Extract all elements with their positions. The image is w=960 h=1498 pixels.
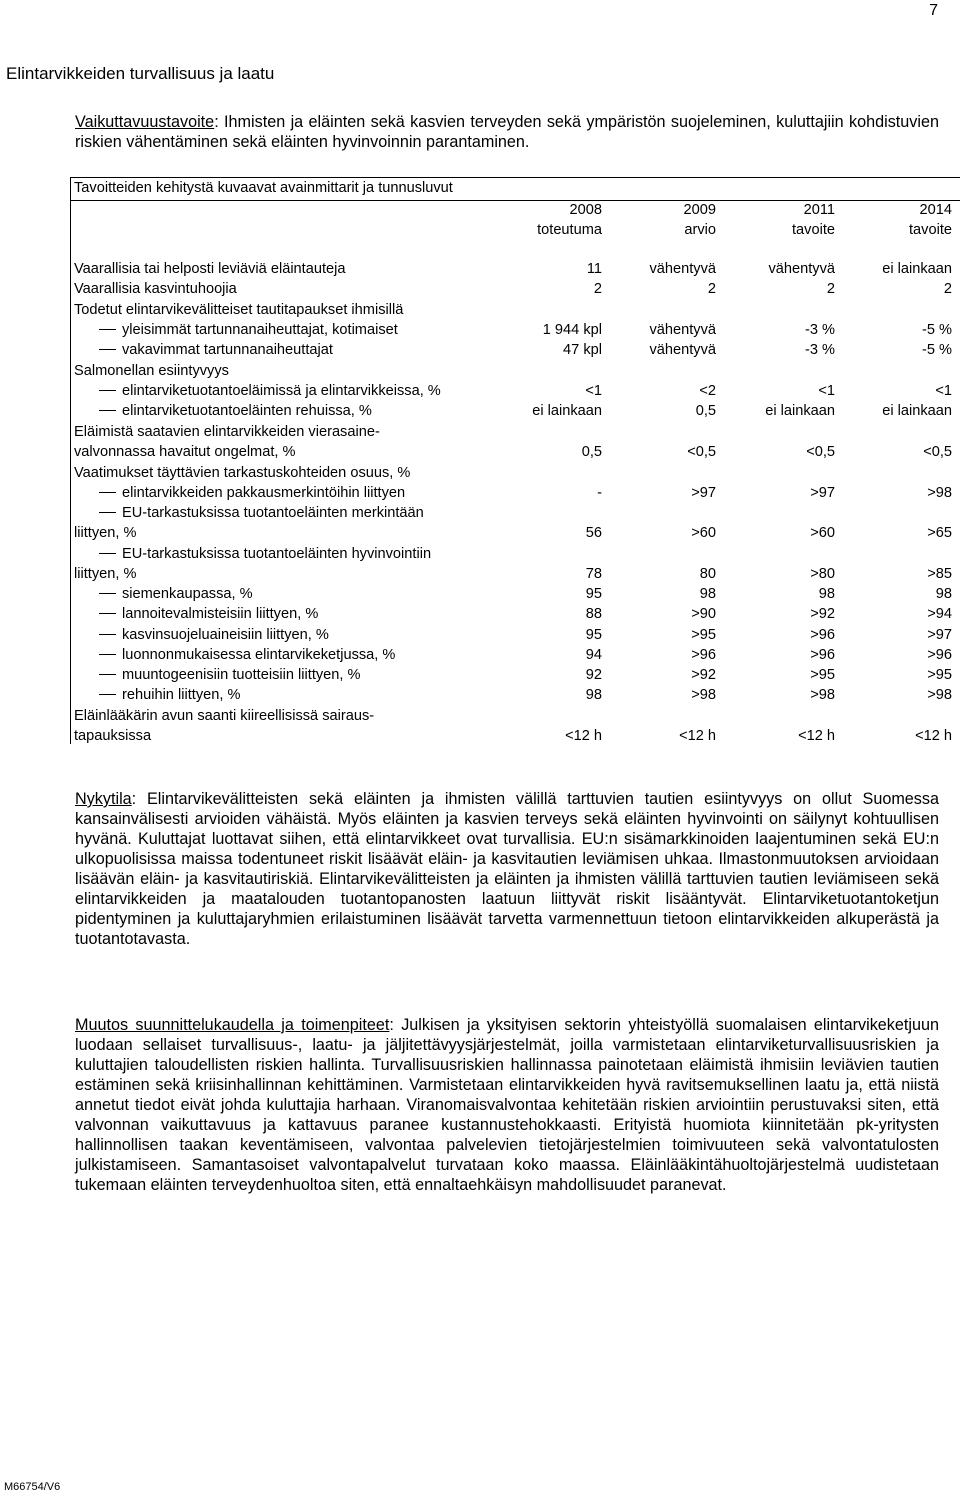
table-cell: 98 (935, 586, 952, 602)
row-label (99, 604, 318, 624)
table-row (74, 483, 960, 503)
table-cell: 88 (585, 606, 602, 622)
column-subtitle: toteutuma (537, 222, 602, 238)
column-subtitle: tavoite (909, 222, 952, 238)
row-label (74, 564, 136, 584)
table-cell: >96 (691, 647, 716, 663)
table-cell: 2 (707, 281, 716, 297)
table-row (74, 625, 960, 645)
table-cell: - (597, 485, 602, 501)
table-cell: -5 % (921, 342, 952, 358)
row-label-text: lannoitevalmisteisiin liittyen, % (122, 606, 319, 622)
row-label (74, 300, 403, 320)
table-row (74, 685, 960, 705)
table-cell: 11 (586, 261, 602, 277)
table-cell: >85 (927, 566, 952, 582)
dash-bullet-icon (99, 613, 116, 614)
table-cell: >65 (927, 525, 952, 541)
column-year: 2011 (803, 202, 835, 218)
row-label (99, 381, 441, 401)
row-label-text: Eläimistä saatavien elintarvikkeiden vierasaine- (74, 424, 380, 440)
row-label-text: Vaarallisia tai helposti leviäviä eläintauteja (74, 261, 346, 277)
impact-goal-label: Vaikuttavuustavoite (75, 113, 215, 131)
row-label (99, 685, 240, 705)
dash-bullet-icon (99, 492, 116, 493)
table-row (74, 604, 960, 624)
section-title: Elintarvikkeiden turvallisuus ja laatu (6, 64, 275, 83)
row-label-text: EU-tarkastuksissa tuotantoeläinten hyvinvointiin (122, 546, 432, 562)
table-row (74, 279, 960, 299)
table-cell: >97 (691, 485, 716, 501)
row-label (99, 665, 361, 685)
row-label-text: Vaarallisia kasvintuhoojia (74, 281, 237, 297)
table-cell: >80 (810, 566, 835, 582)
dash-bullet-icon (99, 390, 116, 391)
row-label-text: elintarviketuotantoeläimissä ja elintarvikkeissa, % (122, 383, 441, 399)
table-cell: -3 % (804, 342, 835, 358)
table-cell: <12 h (565, 728, 602, 744)
table-caption: Tavoitteiden kehitystä kuvaavat avainmittarit ja tunnusluvut (74, 180, 453, 196)
row-label (99, 645, 395, 665)
table-cell: <1 (818, 383, 835, 399)
row-label-text: kasvinsuojeluaineisiin liittyen, % (122, 627, 329, 643)
dash-bullet-icon (99, 674, 116, 675)
row-label (74, 422, 380, 442)
table-cell: >95 (691, 627, 716, 643)
indicator-table (70, 177, 960, 744)
column-year: 2008 (569, 202, 602, 218)
table-cell: >96 (810, 627, 835, 643)
table-cell: 56 (585, 525, 602, 541)
table-cell: 47 kpl (563, 342, 602, 358)
table-cell: >98 (691, 687, 716, 703)
current-state-paragraph (75, 789, 939, 949)
row-label (99, 625, 329, 645)
current-state-label: Nykytila (75, 790, 132, 808)
column-year: 2009 (683, 202, 716, 218)
table-cell: <1 (585, 383, 602, 399)
row-label (74, 442, 295, 462)
table-cell: <0,5 (806, 444, 835, 460)
table-row (74, 463, 960, 483)
table-row (74, 726, 960, 746)
table-cell: >98 (927, 485, 952, 501)
table-cell: >97 (927, 627, 952, 643)
table-cell: >90 (691, 606, 716, 622)
table-cell: 0,5 (695, 403, 716, 419)
row-label (99, 401, 372, 421)
table-cell: <12 h (798, 728, 835, 744)
table-cell: -3 % (804, 322, 835, 338)
table-row (74, 564, 960, 584)
table-cell: 98 (585, 687, 602, 703)
row-label-text: elintarvikkeiden pakkausmerkintöihin liittyen (122, 485, 406, 501)
row-label (99, 544, 431, 564)
dash-bullet-icon (99, 329, 116, 330)
table-cell: >92 (691, 667, 716, 683)
row-label-text: vakavimmat tartunnanaiheuttajat (122, 342, 333, 358)
table-cell: <0,5 (687, 444, 716, 460)
row-label (99, 584, 253, 604)
row-label-text: Todetut elintarvikevälitteiset tautitapaukset ihmisillä (74, 302, 404, 318)
column-header-2009 (684, 200, 716, 240)
table-cell: 95 (585, 627, 602, 643)
table-row (74, 340, 960, 360)
row-label (74, 523, 136, 543)
row-label (99, 483, 405, 503)
change-measures-paragraph (75, 1015, 939, 1195)
table-cell: 80 (699, 566, 716, 582)
table-cell: vähentyvä (649, 261, 716, 277)
row-label (74, 706, 374, 726)
row-label-text: tapauksissa (74, 728, 152, 744)
table-row (74, 442, 960, 462)
row-label-text: luonnonmukaisessa elintarvikeketjussa, % (122, 647, 396, 663)
dash-bullet-icon (99, 694, 116, 695)
dash-bullet-icon (99, 512, 116, 513)
table-row (74, 259, 960, 279)
dash-bullet-icon (99, 593, 116, 594)
column-header-2008 (537, 200, 602, 240)
row-label-text: yleisimmät tartunnanaiheuttajat, kotimaiset (122, 322, 398, 338)
table-cell: <2 (699, 383, 716, 399)
table-cell: vähentyvä (649, 342, 716, 358)
table-cell: >98 (810, 687, 835, 703)
dash-bullet-icon (99, 654, 116, 655)
row-label (74, 726, 151, 746)
table-row (74, 361, 960, 381)
row-label (74, 361, 229, 381)
document-code: M66754/V6 (4, 1481, 61, 1493)
column-subtitle: tavoite (792, 222, 835, 238)
table-row (74, 665, 960, 685)
table-cell: ei lainkaan (882, 261, 952, 277)
table-cell: 78 (585, 566, 602, 582)
table-cell: ei lainkaan (882, 403, 952, 419)
table-cell: 94 (585, 647, 602, 663)
dash-bullet-icon (99, 553, 116, 554)
table-cell: vähentyvä (768, 261, 835, 277)
table-cell: <12 h (915, 728, 952, 744)
row-label-text: Eläinlääkärin avun saanti kiireellisissä sairaus- (74, 708, 375, 724)
table-row (74, 503, 960, 523)
column-header-2014 (909, 200, 952, 240)
row-label-text: rehuihin liittyen, % (122, 687, 241, 703)
table-cell: <0,5 (923, 444, 952, 460)
row-label (99, 503, 424, 523)
row-label-text: liittyen, % (74, 525, 137, 541)
table-row (74, 645, 960, 665)
row-label-text: Salmonellan esiintyvyys (74, 363, 229, 379)
table-cell: >97 (810, 485, 835, 501)
change-measures-label: Muutos suunnittelukaudella ja toimenpiteet (75, 1016, 390, 1034)
table-cell: >95 (927, 667, 952, 683)
table-cell: -5 % (921, 322, 952, 338)
table-cell: 98 (699, 586, 716, 602)
column-year: 2014 (919, 202, 952, 218)
table-row (74, 523, 960, 543)
row-label (74, 259, 346, 279)
table-cell: >60 (810, 525, 835, 541)
table-row (74, 300, 960, 320)
row-label (99, 340, 333, 360)
table-cell: 95 (585, 586, 602, 602)
page-number: 7 (929, 2, 938, 19)
impact-goal-paragraph (75, 112, 939, 152)
table-cell: 92 (585, 667, 602, 683)
row-label-text: siemenkaupassa, % (122, 586, 253, 602)
current-state-text: : Elintarvikevälitteisten sekä eläinten ja ihmisten välillä tarttuvien tautien esiintyvyys on ollut Suomessa kansainvälisesti arvioiden vähäistä. Myös eläinten ja kasvien terveys sekä eläinten hyvinvointi on säilynyt kohtuullisen hyvänä. Kuluttajat luottavat siihen, että elintarvikkeet ovat turvallisia. EU:n sisämarkkinoiden laajentuminen sekä EU:n ulkopuolisissa maissa todentuneet riskit lisäävät eläin- ja kasvitautien leviämisen uhkaa. Ilmastonmuutoksen arvioidaan lisäävän eläin- ja kasvitautiriskiä. Elintarvikevälitteisten ja eläinten ja ihmisten välillä tarttuvien tautien leviämiseen sekä elintarvikkeiden ja maatalouden tuotantopanosten laatuun liittyvät riskit lisääntyvät. Elintarviketuotantoketjun pidentyminen ja kuluttajaryhmien erilaistuminen lisäävät tarvetta varmennettuun tietoon elintarvikkeiden alkuperästä ja tuotantotavasta. (75, 790, 939, 948)
table-cell: >92 (810, 606, 835, 622)
column-header-2011 (792, 200, 835, 240)
row-label (99, 320, 398, 340)
impact-goal-text: : Ihmisten ja eläinten sekä kasvien terveyden sekä ympäristön suojeleminen, kuluttajiin kohdistuvien riskien vähentäminen sekä eläinten hyvinvoinnin parantaminen. (75, 113, 939, 151)
table-cell: vähentyvä (649, 322, 716, 338)
table-cell: 2 (593, 281, 602, 297)
dash-bullet-icon (99, 634, 116, 635)
table-cell: 1 944 kpl (542, 322, 602, 338)
table-cell: <1 (935, 383, 952, 399)
table-cell: >98 (927, 687, 952, 703)
table-cell: <12 h (679, 728, 716, 744)
row-label (74, 463, 410, 483)
table-cell: 98 (818, 586, 835, 602)
row-label-text: elintarviketuotantoeläinten rehuissa, % (122, 403, 372, 419)
table-row (74, 706, 960, 726)
row-label-text: liittyen, % (74, 566, 137, 582)
dash-bullet-icon (99, 349, 116, 350)
row-label-text: valvonnassa havaitut ongelmat, % (74, 444, 296, 460)
table-cell: >96 (927, 647, 952, 663)
table-cell: >94 (927, 606, 952, 622)
table-row (74, 584, 960, 604)
table-row (74, 422, 960, 442)
table-cell: >96 (810, 647, 835, 663)
table-cell: ei lainkaan (765, 403, 835, 419)
change-measures-text: : Julkisen ja yksityisen sektorin yhteistyöllä suomalaisen elintarvikeketjuun luodaan sellaiset turvallisuus-, laatu- ja jäljitettävyysjärjestelmät, joilla varmistetaan elintarviketurvallisuusriskien ja kuluttajien taloudellisten riskien hallinta. Turvallisuusriskien hallinnassa painotetaan eläimistä ihmisiin leviävien tautien estäminen sekä kriisinhallinnan kehittäminen. Varmistetaan elintarvikkeiden hyvä ravitsemuksellinen laatu ja, että niistä annetut tiedot eivät johda kuluttajia harhaan. Viranomaisvalvontaa kehitetään riskien arviointiin perustuvaksi siten, että valvonnan vaikuttavuus ja kattavuus paranee kustannustehokkaasti. Erityistä huomiota kiinnitetään pk-yritysten hallinnollisen taakan keventämiseen, valvontaa palvelevien tietojärjestelmien toimivuuteen sekä valvontatulosten julkistamiseen. Samantasoiset valvontapalvelut turvataan koko maassa. Eläinlääkintähuoltojärjestelmä uudistetaan tukemaan eläinten terveydenhuoltoa siten, että ennaltaehkäisyn mahdollisuudet paranevat. (75, 1016, 939, 1194)
row-label-text: muuntogeenisiin tuotteisiin liittyen, % (122, 667, 361, 683)
table-row (74, 401, 960, 421)
row-label-text: EU-tarkastuksissa tuotantoeläinten merkintään (122, 505, 424, 521)
dash-bullet-icon (99, 410, 116, 411)
row-label-text: Vaatimukset täyttävien tarkastuskohteiden osuus, % (74, 465, 411, 481)
table-cell: 2 (943, 281, 952, 297)
row-label (74, 279, 237, 299)
table-row (74, 320, 960, 340)
table-cell: ei lainkaan (532, 403, 602, 419)
column-subtitle: arvio (684, 222, 716, 238)
table-row (74, 381, 960, 401)
table-row (74, 544, 960, 564)
table-cell: 2 (826, 281, 835, 297)
table-cell: >95 (810, 667, 835, 683)
table-cell: >60 (691, 525, 716, 541)
table-cell: 0,5 (581, 444, 602, 460)
